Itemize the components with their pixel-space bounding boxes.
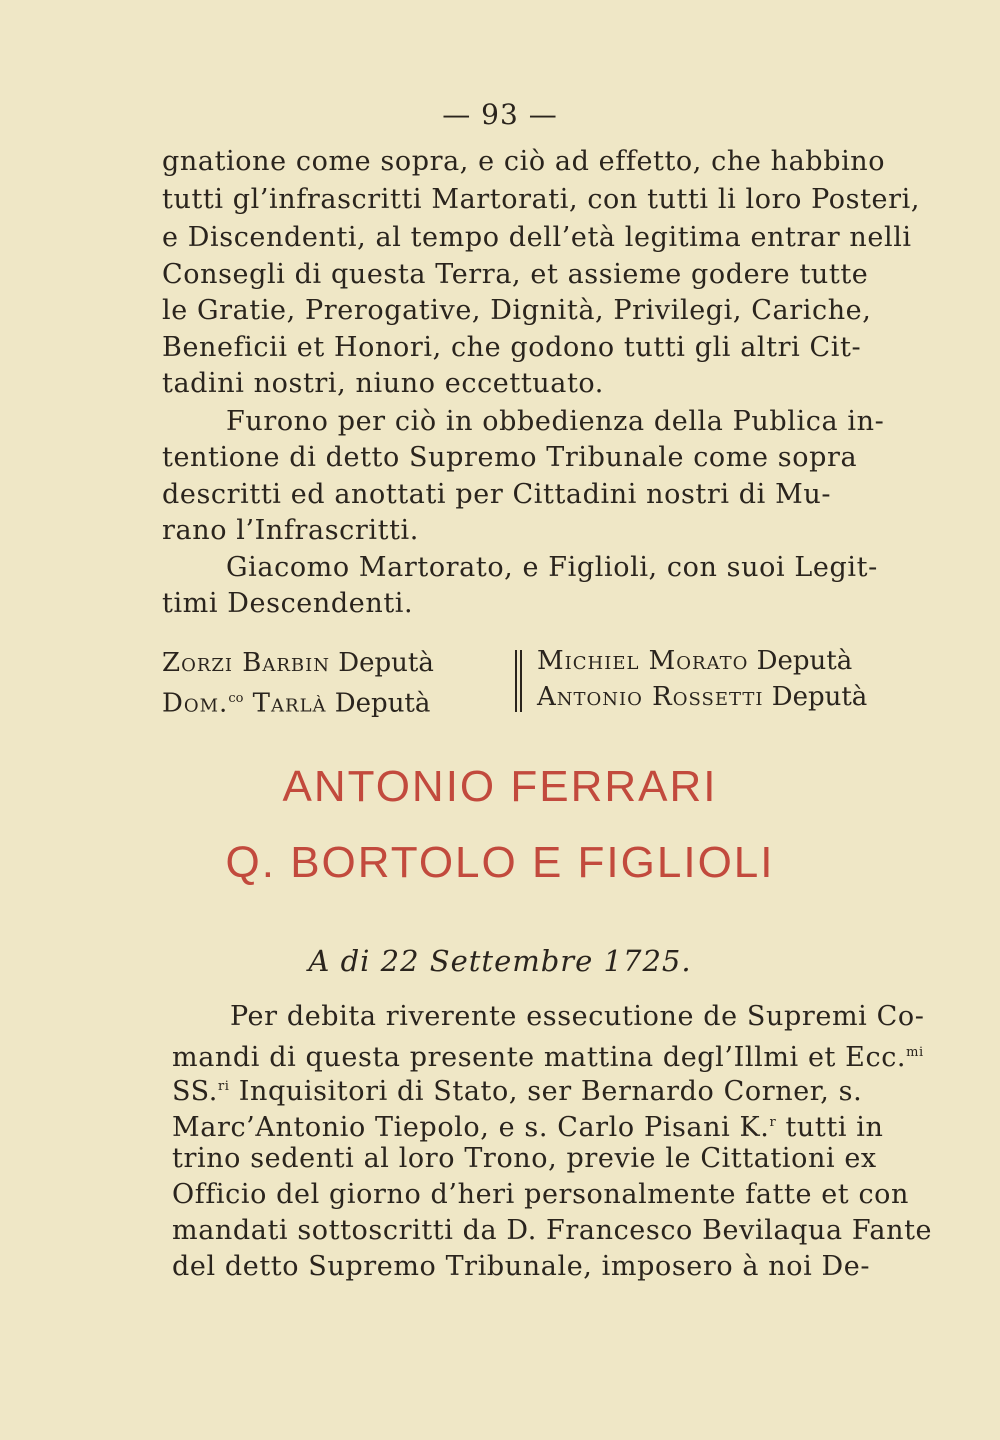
text-line: del detto Supremo Tribunale, imposero à noi De- (172, 1251, 871, 1282)
text-line: le Gratie, Prerogative, Dignità, Privilegi, Cariche, (162, 295, 872, 326)
signature-right-1 (537, 644, 852, 678)
signature-divider (515, 650, 522, 712)
signatory-role: Deputà (763, 682, 868, 712)
page-number: — 93 — (442, 98, 558, 131)
text-line: Furono per ciò in obbedienza della Publica in- (226, 406, 885, 437)
text-line: mandati sottoscritti da D. Francesco Bevilaqua Fante (172, 1215, 933, 1246)
text-line: Beneficii et Honori, che godono tutti gli altri Cit- (162, 332, 862, 363)
signatory-role: Deputà (326, 688, 431, 719)
text-line: Consegli di questa Terra, et assieme godere tutte (162, 259, 869, 290)
abbreviation-superscript: r (769, 1115, 777, 1130)
abbreviation-superscript: co (228, 691, 244, 706)
signatory-surname: Tarlà (243, 688, 327, 719)
signatory-role: Deputà (330, 648, 434, 678)
text-line: e Discendenti, al tempo dell’età legitima entrar nelli (162, 222, 912, 253)
signatory-role: Deputà (748, 646, 853, 676)
text-span: mandi di questa presente mattina degl’Illmi et Ecc. (172, 1042, 907, 1073)
text-line: trino sedenti al loro Trono, previe le Cittationi ex (172, 1143, 877, 1174)
signature-left-2 (162, 682, 430, 721)
text-line: timi Descendenti. (162, 588, 414, 619)
signatory-name: Zorzi Barbin (162, 648, 331, 678)
text-line: gnatione come sopra, e ciò ad effetto, che habbino (162, 146, 886, 177)
text-line: tentione di detto Supremo Tribunale come sopra (162, 442, 858, 473)
text-span: tutti in (776, 1112, 884, 1143)
text-line: tutti gl’infrascritti Martorati, con tutti li loro Posteri, (162, 184, 921, 215)
text-line: rano l’Infrascritti. (162, 515, 419, 546)
text-line: Officio del giorno d’heri personalmente fatte et con (172, 1179, 910, 1210)
text-span: SS. (172, 1076, 218, 1107)
abbreviation-superscript: mi (906, 1045, 924, 1060)
text-line: Per debita riverente essecutione de Supremi Co- (230, 1001, 925, 1032)
section-heading-line-1: ANTONIO FERRARI (282, 762, 718, 811)
text-span: Marc’Antonio Tiepolo, e s. Carlo Pisani K. (172, 1112, 770, 1143)
text-span: Inquisitori di Stato, ser Bernardo Corner, s. (229, 1076, 863, 1107)
abbreviation-superscript: ri (217, 1079, 230, 1094)
text-line: Giacomo Martorato, e Figlioli, con suoi Legit- (226, 552, 878, 583)
text-line: descritti ed anottati per Cittadini nostri di Mu- (162, 479, 832, 510)
signatory-name: Dom. (162, 688, 229, 719)
signatory-name: Antonio Rossetti (537, 682, 764, 712)
signatory-name: Michiel Morato (537, 646, 749, 676)
text-line: tadini nostri, niuno eccettuato. (162, 368, 604, 399)
section-heading-line-2: Q. BORTOLO E FIGLIOLI (225, 838, 775, 887)
signature-right-2 (537, 680, 867, 714)
date-line: A di 22 Settembre 1725. (308, 944, 692, 978)
signature-left-1 (162, 646, 434, 680)
